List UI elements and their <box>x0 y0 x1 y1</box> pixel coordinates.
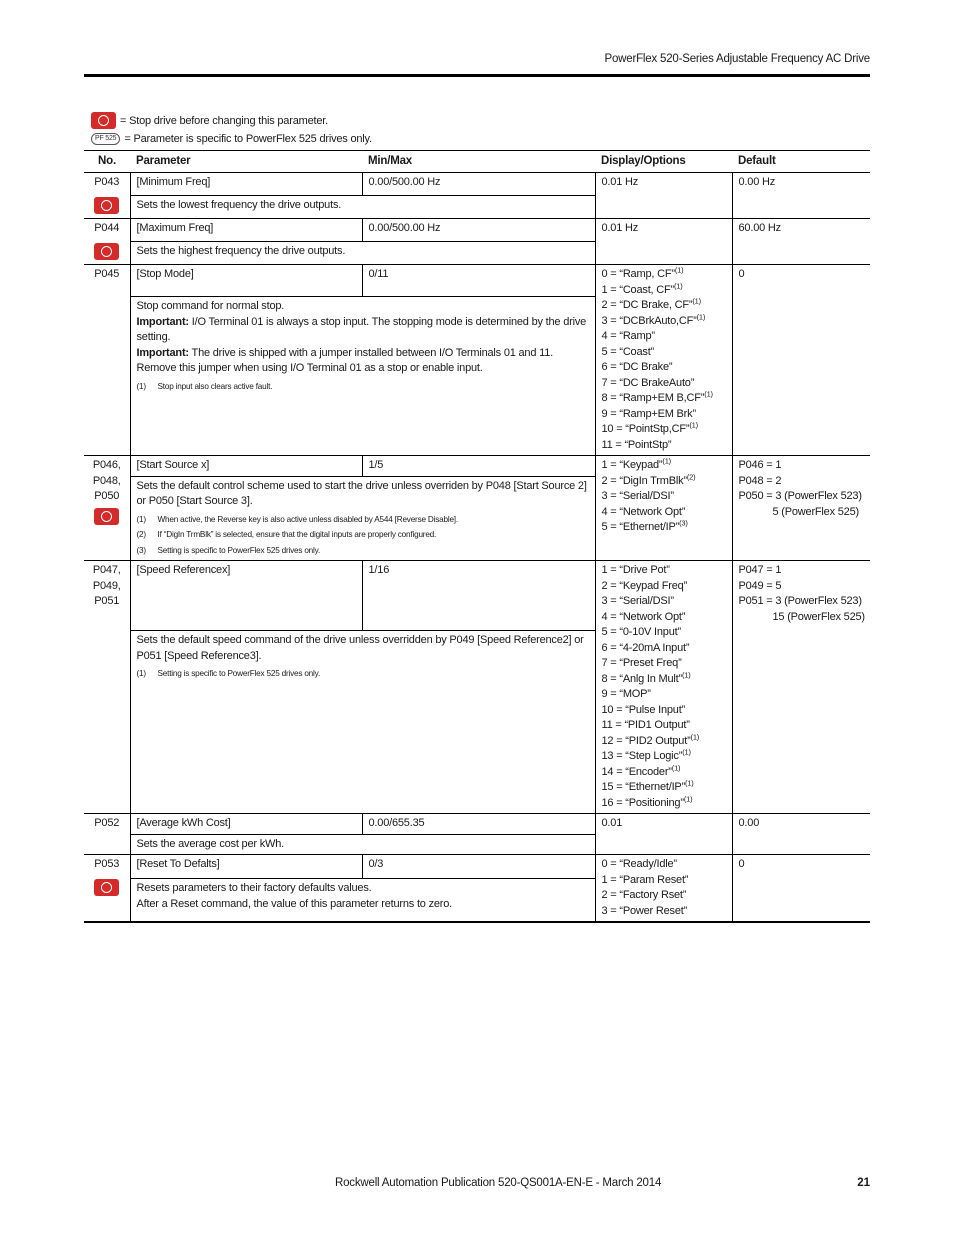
important-note: Important: The drive is shipped with a jumper installed between I/O Terminals 01 and 11. Remove this jumper when using I/O Terminal 01 as a stop or enable input. <box>136 346 554 375</box>
footer-publication: Rockwell Automation Publication 520-QS001A-EN-E - March 2014 <box>335 1177 662 1189</box>
param-description <box>130 297 595 456</box>
table-row <box>84 814 870 835</box>
desc-text: Stop command for normal stop. <box>136 300 285 313</box>
option-item: 11 = “PointStp” <box>601 438 672 451</box>
option-item: 11 = “PID1 Output” <box>601 719 690 731</box>
important-note: Important: I/O Terminal 01 is always a stop input. The stopping mode is determined by the drive setting. <box>136 315 587 344</box>
table-row <box>84 855 870 879</box>
param-number-cell <box>84 265 130 456</box>
page-number: 21 <box>857 1177 870 1189</box>
option-item: 1 = “Coast, CF”$^{(1)}$ <box>601 280 683 296</box>
param-number-cell <box>84 855 130 923</box>
param-options <box>595 855 732 923</box>
col-header-minmax: Min/Max <box>362 151 595 173</box>
param-name: [Average kWh Cost] <box>130 814 362 835</box>
footnote: (1) Stop input also clears active fault. <box>136 381 273 391</box>
table-row <box>84 456 870 477</box>
param-display: 0.01 Hz <box>595 219 732 265</box>
param-default: 0.00 <box>732 814 870 855</box>
param-name: [Maximum Freq] <box>130 219 362 242</box>
running-header: PowerFlex 520-Series Adjustable Frequency AC Drive <box>604 53 870 65</box>
parameter-table <box>84 150 870 923</box>
param-minmax: 0/3 <box>362 855 595 879</box>
param-number-cell <box>84 173 130 219</box>
param-number-cell <box>84 561 130 814</box>
option-item: 10 = “Pulse Input” <box>601 703 686 716</box>
option-item: 2 = “DC Brake, CF”$^{(1)}$ <box>601 296 701 311</box>
param-minmax: 0.00/500.00 Hz <box>362 219 595 242</box>
param-minmax: 0.00/655.35 <box>362 814 595 835</box>
option-item: 6 = “4-20mA Input” <box>601 641 690 654</box>
col-header-parameter: Parameter <box>130 151 362 173</box>
desc-text: Sets the default speed command of the drive unless overridden by P049 [Speed Reference2] or P051 [Speed Reference3]. <box>136 634 584 662</box>
param-description <box>130 476 595 561</box>
option-item: 9 = “Ramp+EM Brk” <box>601 407 696 420</box>
option-item: 3 = “Serial/DSI” <box>601 490 674 502</box>
param-number: P043 <box>94 176 120 188</box>
col-header-no: No. <box>84 151 130 173</box>
param-minmax: 0/11 <box>362 265 595 297</box>
col-header-display: Display/Options <box>595 151 732 173</box>
desc-text: Resets parameters to their factory defaults values. <box>136 882 372 895</box>
option-item: 5 = “0-10V Input” <box>601 626 681 638</box>
param-default: P046 = 1 P048 = 2 P050 = 3 (PowerFlex 523) 5 (PowerFlex 525) <box>732 456 870 561</box>
option-item: 1 = “Keypad”$^{(1)}$ <box>601 456 671 471</box>
table-header-row <box>84 151 870 173</box>
option-item: 4 = “Network Opt” <box>601 610 686 623</box>
param-description: Sets the lowest frequency the drive outputs. <box>130 196 595 219</box>
param-default: 60.00 Hz <box>732 219 870 265</box>
param-display: 0.01 <box>595 814 732 855</box>
param-options <box>595 265 732 456</box>
param-number: P051 <box>94 595 120 607</box>
legend-pf525 <box>91 133 372 145</box>
param-name: [Stop Mode] <box>130 265 362 297</box>
header-rule <box>84 74 870 77</box>
param-default: 0 <box>732 265 870 456</box>
option-item: 0 = “Ready/Idle” <box>601 858 677 870</box>
option-item: 10 = “PointStp,CF”$^{(1)}$ <box>601 420 698 435</box>
param-number-cell <box>84 456 130 561</box>
option-item: 2 = “DigIn TrmBlk”$^{(2)}$ <box>601 471 696 487</box>
param-default: P047 = 1 P049 = 5 P051 = 3 (PowerFlex 523) 15 (PowerFlex 525) <box>732 561 870 814</box>
param-number: P045 <box>94 268 120 280</box>
footnote: (1) When active, the Reverse key is also active unless disabled by A544 [Reverse Disable]. <box>136 514 458 524</box>
param-number: P050 <box>94 490 120 502</box>
footnote: (3) Setting is specific to PowerFlex 525 drives only. <box>136 545 321 555</box>
option-item: 13 = “Step Logic”$^{(1)}$ <box>601 747 691 762</box>
legend-stop <box>91 112 328 129</box>
table-row <box>84 561 870 631</box>
option-item: 9 = “MOP” <box>601 688 651 700</box>
param-number-cell <box>84 814 130 855</box>
param-description <box>130 631 595 814</box>
footnote: (2) If “DigIn TrmBlk” is selected, ensure that the digital inputs are properly configured. <box>136 530 437 539</box>
option-item: 14 = “Encoder”$^{(1)}$ <box>601 762 681 778</box>
option-item: 6 = “DC Brake” <box>601 361 673 373</box>
param-number: P049, <box>92 579 121 592</box>
stop-drive-icon <box>94 879 119 896</box>
option-item: 5 = “Coast” <box>601 345 655 358</box>
param-name: [Speed Referencex] <box>130 561 362 631</box>
param-number: P052 <box>94 817 120 829</box>
stop-drive-icon <box>91 112 116 129</box>
param-number: P047, <box>92 564 121 576</box>
param-minmax: 1/5 <box>362 456 595 477</box>
param-options <box>595 561 732 814</box>
option-item: 5 = “Ethernet/IP”$^{(3)}$ <box>601 518 688 533</box>
param-number: P053 <box>94 858 120 870</box>
footnotes <box>137 666 589 682</box>
legend-stop-text: = Stop drive before changing this parameter. <box>120 114 328 127</box>
desc-text: Sets the default control scheme used to start the drive unless overriden by P048 [Start Source 2] or P050 [Start Source 3]. <box>136 479 587 507</box>
option-item: 3 = “Power Reset” <box>601 904 688 917</box>
param-default: 0.00 Hz <box>732 173 870 219</box>
param-name: [Minimum Freq] <box>130 173 362 196</box>
param-number: P044 <box>94 222 120 234</box>
option-item: 3 = “DCBrkAuto,CF”$^{(1)}$ <box>601 311 706 327</box>
stop-drive-icon <box>94 197 119 214</box>
param-options <box>595 456 732 561</box>
param-name: [Start Source x] <box>130 456 362 477</box>
option-item: 0 = “Ramp, CF”$^{(1)}$ <box>601 265 684 280</box>
option-item: 2 = “Keypad Freq” <box>601 579 688 592</box>
option-item: 2 = “Factory Rset” <box>601 889 687 901</box>
footnotes <box>137 379 589 395</box>
param-display: 0.01 Hz <box>595 173 732 219</box>
option-item: 1 = “Param Reset” <box>601 873 689 886</box>
footnote: (1) Setting is specific to PowerFlex 525 drives only. <box>136 669 321 679</box>
footnotes <box>137 512 589 559</box>
option-item: 8 = “Anlg In Mult”$^{(1)}$ <box>601 669 691 685</box>
option-item: 16 = “Positioning”$^{(1)}$ <box>601 793 693 809</box>
stop-drive-icon <box>94 508 119 525</box>
table-row <box>84 219 870 242</box>
param-number: P048, <box>92 474 121 487</box>
option-item: 12 = “PID2 Output”$^{(1)}$ <box>601 731 700 747</box>
col-header-default: Default <box>732 151 870 173</box>
param-default: 0 <box>732 855 870 923</box>
option-item: 7 = “DC BrakeAuto” <box>601 376 695 389</box>
param-number-cell <box>84 219 130 265</box>
option-item: 7 = “Preset Freq” <box>601 657 682 669</box>
stop-drive-icon <box>94 243 119 260</box>
param-minmax: 0.00/500.00 Hz <box>362 173 595 196</box>
option-item: 3 = “Serial/DSI” <box>601 595 674 607</box>
option-item: 8 = “Ramp+EM B,CF”$^{(1)}$ <box>601 389 713 404</box>
option-item: 4 = “Ramp” <box>601 330 655 342</box>
pf525-badge-icon: PF 525 <box>91 133 120 145</box>
param-description: Sets the average cost per kWh. <box>130 834 595 855</box>
param-description: Sets the highest frequency the drive outputs. <box>130 242 595 265</box>
param-number: P046, <box>92 459 121 471</box>
desc-text: After a Reset command, the value of this parameter returns to zero. <box>136 897 453 910</box>
param-minmax: 1/16 <box>362 561 595 631</box>
param-description <box>130 879 595 922</box>
param-name: [Reset To Defalts] <box>130 855 362 879</box>
option-item: 4 = “Network Opt” <box>601 505 686 518</box>
option-item: 15 = “Ethernet/IP”$^{(1)}$ <box>601 778 694 793</box>
table-row <box>84 265 870 297</box>
legend-pf525-text: = Parameter is specific to PowerFlex 525 drives only. <box>124 133 372 145</box>
option-item: 1 = “Drive Pot” <box>601 564 670 576</box>
table-row <box>84 173 870 196</box>
